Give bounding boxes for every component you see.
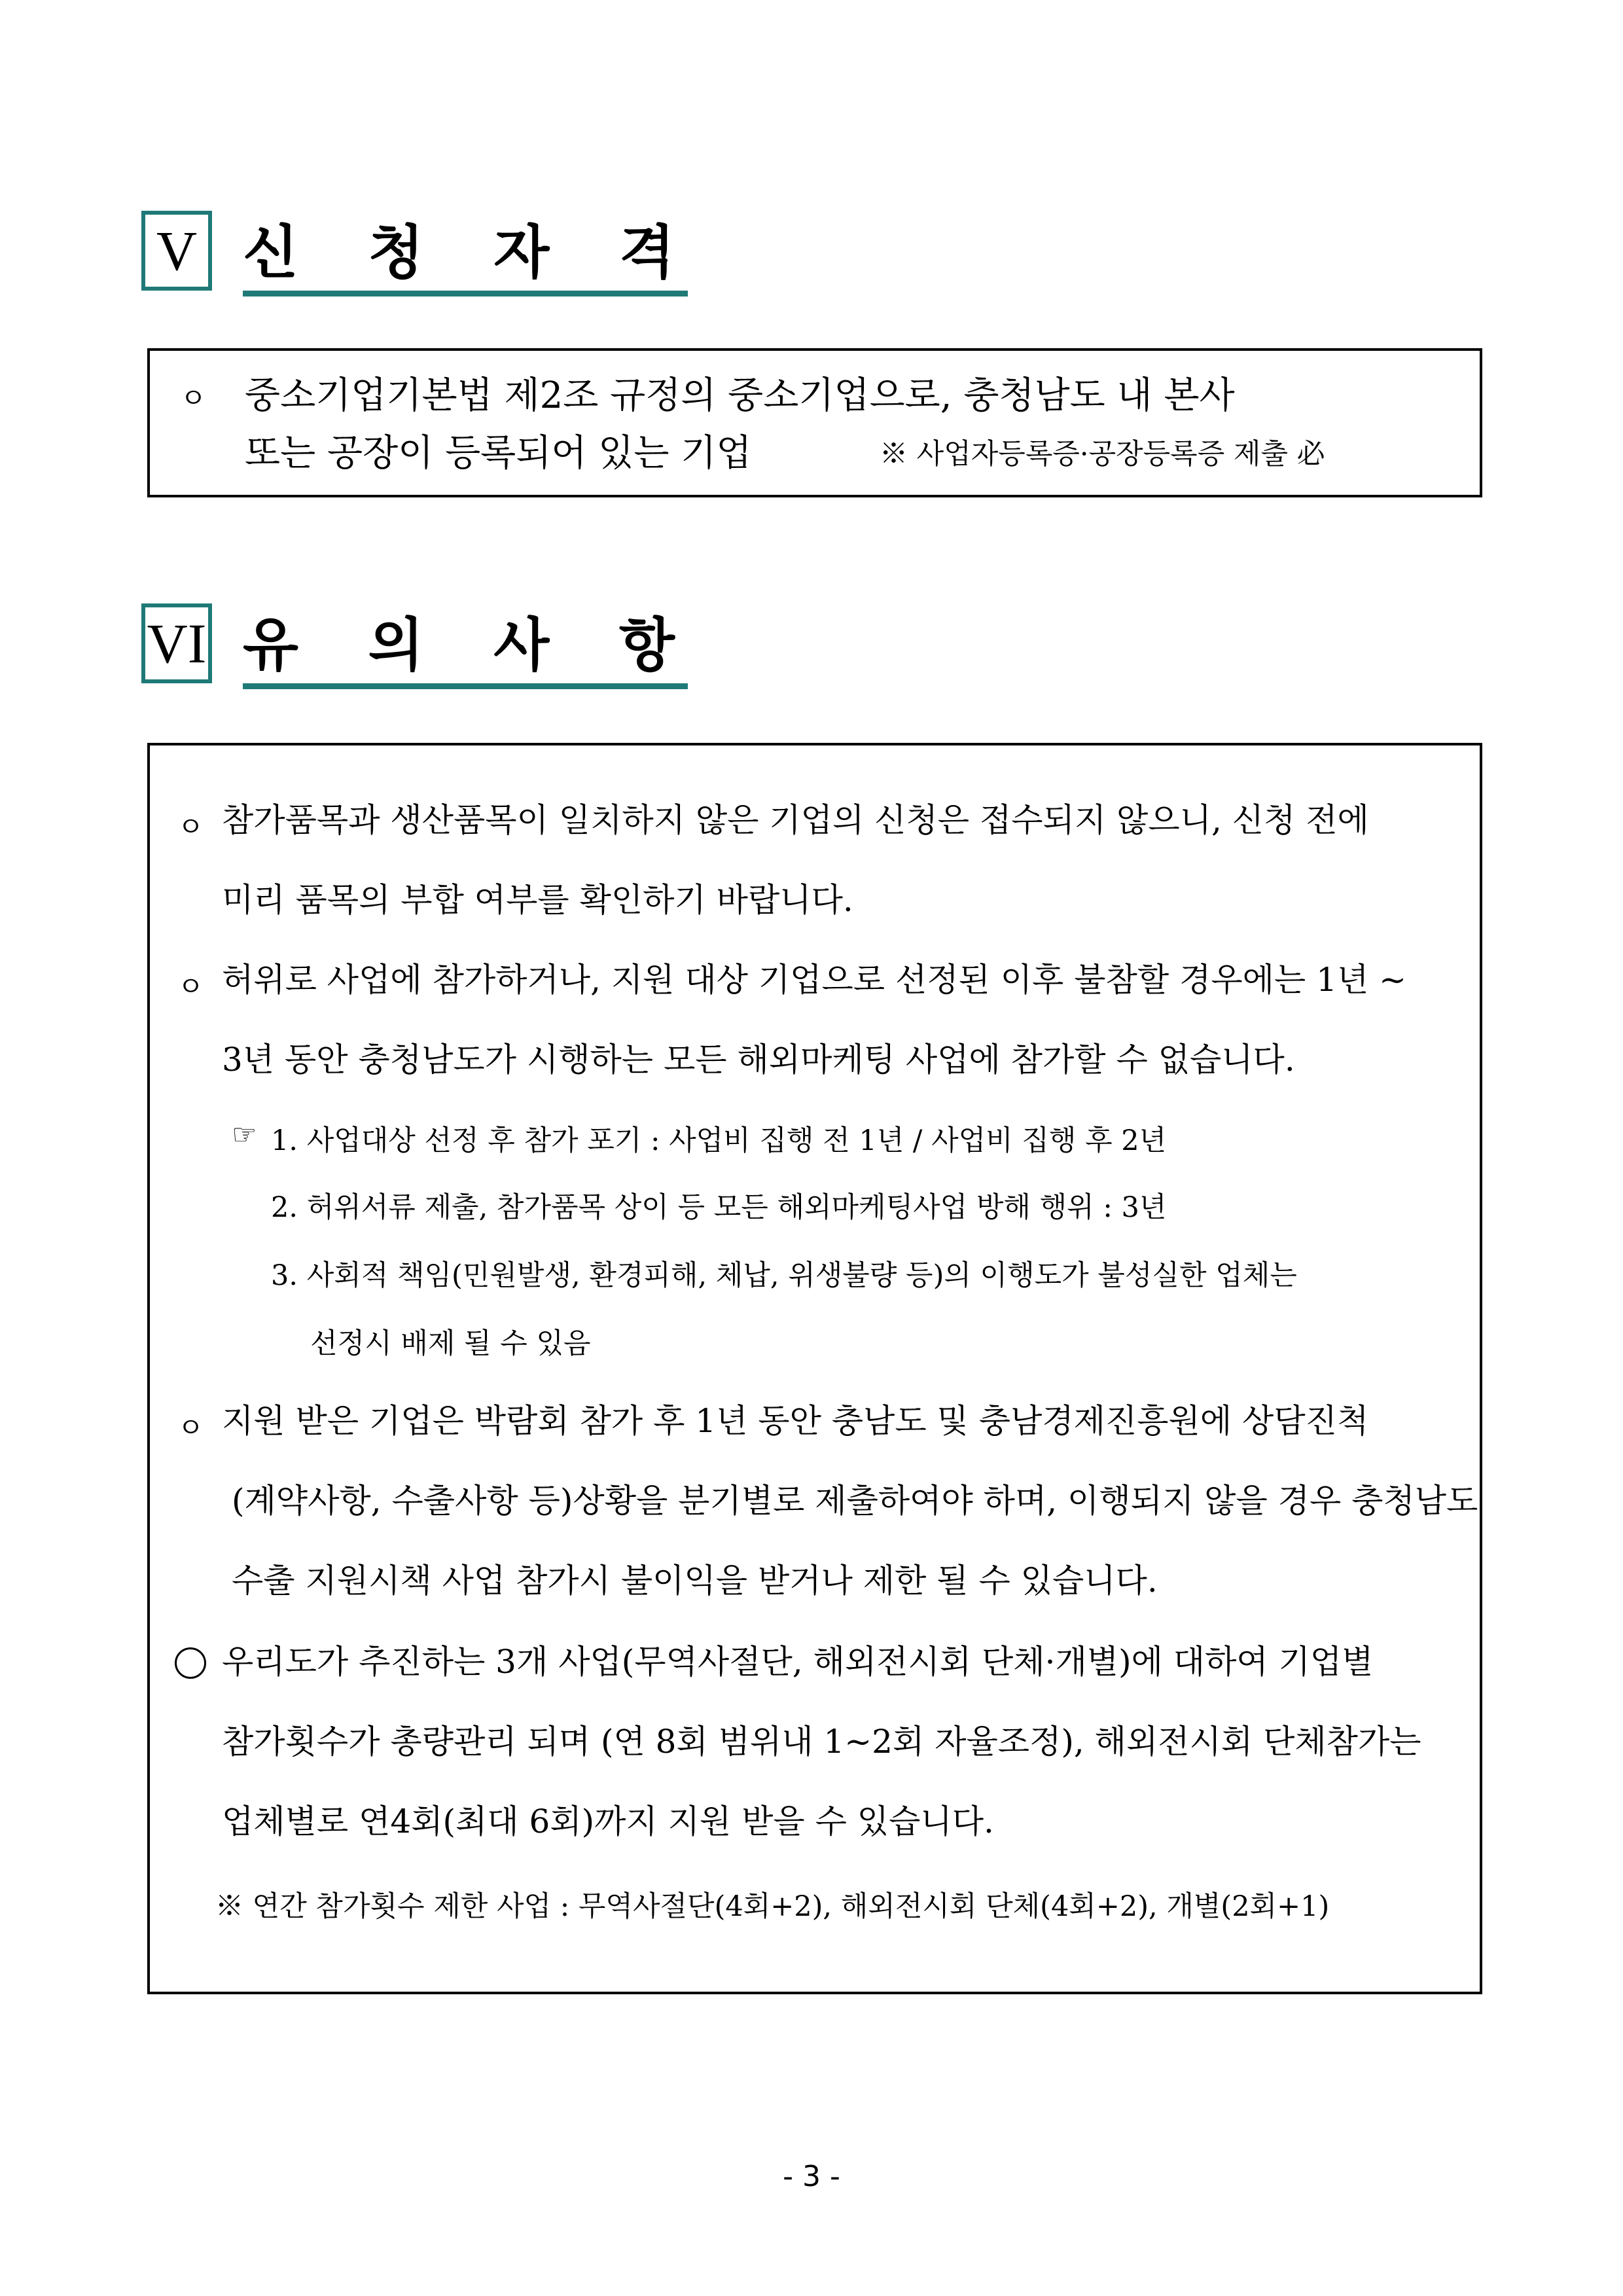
title-char: 신: [243, 219, 299, 286]
section-5-title: [243, 212, 675, 284]
section-5-numeral: V: [141, 211, 212, 291]
bullet-icon: ㅇ: [177, 1412, 204, 1444]
title-char: 항: [618, 611, 675, 679]
page-number: - 3 -: [783, 2160, 840, 2193]
title-char: 청: [368, 219, 424, 286]
title-char: 사: [493, 611, 550, 679]
note-4-footnote: ※ 연간 참가횟수 제한 사업 : 무역사절단(4회+2), 해외전시회 단체(4회+2), 개별(2회+1): [215, 1890, 1330, 1923]
title-char: 의: [368, 611, 424, 679]
note-4-line-3: 업체별로 연4회(최대 6회)까지 지원 받을 수 있습니다.: [222, 1803, 994, 1840]
note-2-sub-3b: 선정시 배제 될 수 있음: [310, 1327, 591, 1360]
note-1-line-2: 미리 품목의 부합 여부를 확인하기 바랍니다.: [222, 881, 853, 919]
note-2-sub-1: 1. 사업대상 선정 후 참가 포기 : 사업비 집행 전 1년 / 사업비 집행 후 2년: [271, 1124, 1167, 1157]
section-5-heading: [141, 211, 691, 300]
eligibility-note: ※ 사업자등록증·공장등록증 제출 必: [880, 438, 1325, 471]
note-2-sub-3: 3. 사회적 책임(민원발생, 환경피해, 체납, 위생불량 등)의 이행도가 불성실한 업체는: [271, 1259, 1297, 1292]
title-char: 유: [243, 611, 299, 679]
section-6-numeral: VI: [141, 603, 212, 683]
note-3-line-3: 수출 지원시책 사업 참가시 불이익을 받거나 제한 될 수 있습니다.: [232, 1562, 1158, 1600]
section-6-title: [243, 605, 675, 677]
title-char: 자: [493, 219, 550, 286]
notes-box: [147, 743, 1482, 1994]
eligibility-line-1: 중소기업기본법 제2조 규정의 중소기업으로, 충청남도 내 본사: [245, 374, 1235, 417]
note-4-line-1: 우리도가 추진하는 3개 사업(무역사절단, 해외전시회 단체·개별)에 대하여 기업별: [222, 1643, 1374, 1681]
pointer-icon: ☞: [232, 1119, 257, 1151]
circle-bullet-icon: [175, 1647, 206, 1679]
note-2-sub-2: 2. 허위서류 제출, 참가품목 상이 등 모든 해외마케팅사업 방해 행위 : 3년: [271, 1191, 1167, 1224]
section-5-underline: [243, 291, 688, 296]
note-2-line-1: 허위로 사업에 참가하거나, 지원 대상 기업으로 선정된 이후 불참할 경우에는 1년 ~: [222, 961, 1407, 999]
note-3-line-1: 지원 받은 기업은 박람회 참가 후 1년 동안 충남도 및 충남경제진흥원에 상담진척: [222, 1402, 1369, 1440]
bullet-icon: ㅇ: [180, 382, 207, 414]
note-4-line-2: 참가횟수가 총량관리 되며 (연 8회 범위내 1~2회 자율조정), 해외전시회 단체참가는: [222, 1723, 1421, 1761]
bullet-icon: ㅇ: [177, 971, 204, 1003]
section-6-heading: [141, 603, 691, 692]
note-1-line-1: 참가품목과 생산품목이 일치하지 않은 기업의 신청은 접수되지 않으니, 신청 전에: [222, 801, 1369, 839]
note-3-line-2: (계약사항, 수출사항 등)상황을 분기별로 제출하여야 하며, 이행되지 않을 경우 충청남도: [232, 1482, 1478, 1520]
section-6-underline: [243, 683, 688, 689]
eligibility-box: [147, 348, 1482, 497]
note-2-line-2: 3년 동안 충청남도가 시행하는 모든 해외마케팅 사업에 참가할 수 없습니다.: [222, 1041, 1295, 1079]
bullet-icon: ㅇ: [177, 811, 204, 843]
title-char: 격: [618, 219, 675, 286]
eligibility-line-2: 또는 공장이 등록되어 있는 기업: [245, 432, 752, 475]
